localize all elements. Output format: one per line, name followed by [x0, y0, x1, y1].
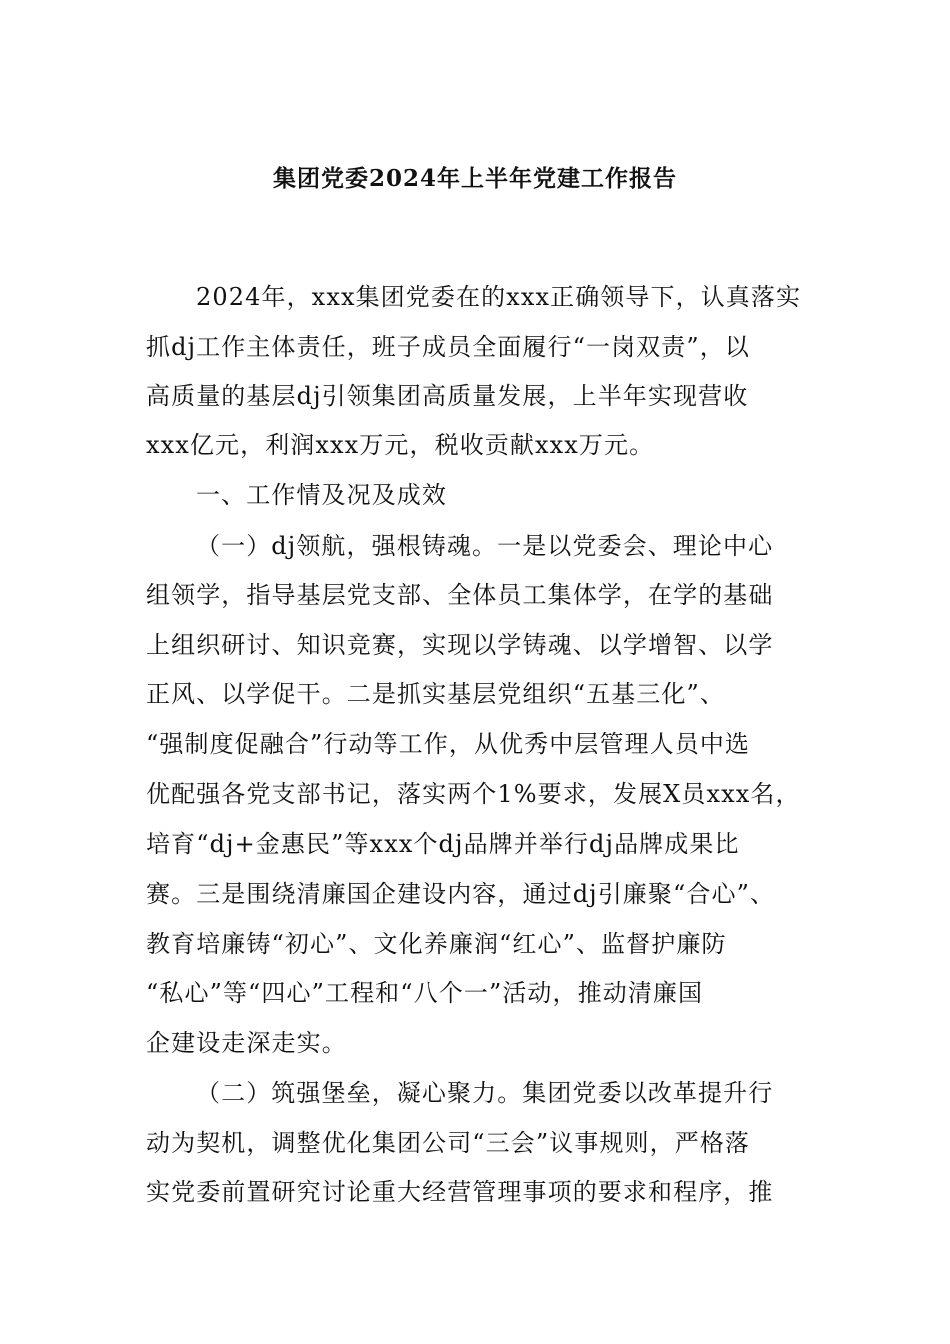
paragraph-line: xxx亿元，利润xxx万元，税收贡献xxx万元。 [146, 431, 655, 459]
paragraph-line: 实党委前置研究讨论重大经营管理事项的要求和程序，推 [146, 1178, 774, 1206]
paragraph-line: 教育培廉铸“初心”、文化养廉润“红心”、监督护廉防 [146, 930, 727, 958]
paragraph-line: 2024年，xxx集团党委在的xxx正确领导下，认真落实 [196, 283, 802, 311]
paragraph-line: 上组织研讨、知识竞赛，实现以学铸魂、以学增智、以学 [146, 631, 774, 659]
paragraph-line: （一）dj领航，强根铸魂。一是以党委会、理论中心 [196, 532, 774, 560]
paragraph-line: 赛。三是围绕清廉国企建设内容，通过dj引廉聚“合心”、 [146, 880, 776, 908]
section-heading: 一、工作情及况及成效 [196, 481, 447, 509]
paragraph-line: 抓dj工作主体责任，班子成员全面履行“一岗双责”，以 [146, 333, 750, 361]
paragraph-line: “强制度促融合”行动等工作，从优秀中层管理人员中选 [146, 730, 751, 758]
paragraph-line: 动为契机，调整优化集团公司“三会”议事规则，严格落 [146, 1129, 751, 1157]
paragraph-line: 培育“dj+金惠民”等xxx个dj品牌并举行dj品牌成果比 [146, 830, 740, 858]
paragraph-line: 正风、以学促干。二是抓实基层党组织“五基三化”、 [146, 680, 725, 708]
paragraph-line: “私心”等“四心”工程和“八个一”活动，推动清廉国 [146, 979, 704, 1007]
paragraph-line: 高质量的基层dj引领集团高质量发展，上半年实现营收 [146, 382, 749, 410]
paragraph-line: 优配强各党支部书记，落实两个1%要求，发展X员xxx名， [146, 780, 801, 808]
paragraph-line: 企建设走深走实。 [146, 1029, 347, 1057]
paragraph-line: （二）筑强堡垒，凝心聚力。集团党委以改革提升行 [196, 1079, 774, 1107]
document-title: 集团党委2024年上半年党建工作报告 [272, 165, 677, 192]
paragraph-line: 组领学，指导基层党支部、全体员工集体学，在学的基础 [146, 581, 774, 609]
